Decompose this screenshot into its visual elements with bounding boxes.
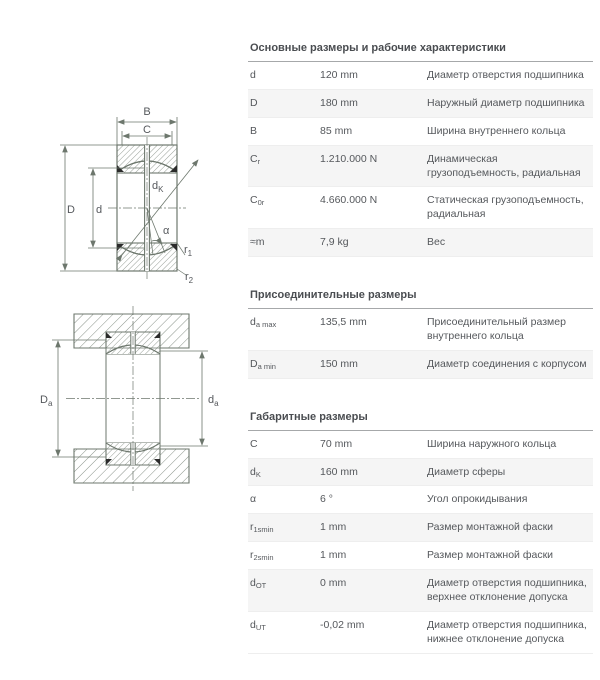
dim-label-D: D — [67, 204, 75, 216]
row-desc: Ширина наружного кольца — [427, 437, 557, 450]
row-symbol-base: D — [250, 96, 258, 109]
dim-label-d: d — [95, 204, 103, 216]
spec-section — [248, 405, 593, 654]
spec-row — [248, 514, 593, 542]
row-symbol — [250, 236, 320, 250]
spec-row — [248, 486, 593, 514]
row-symbol-base: d — [250, 577, 256, 590]
section-title: Присоединительные размеры — [248, 283, 593, 309]
row-value: 180 mm — [320, 96, 358, 109]
row-symbol — [250, 466, 320, 480]
row-symbol-base: d — [250, 69, 256, 81]
row-symbol — [250, 438, 320, 452]
spec-row — [248, 459, 593, 487]
spec-row — [248, 146, 593, 188]
row-symbol-base: α — [250, 493, 257, 506]
row-symbol-base: B — [250, 124, 258, 137]
row-value: 70 mm — [320, 437, 353, 450]
bearing-mounted-drawing — [22, 296, 227, 501]
row-value: 135,5 mm — [320, 316, 367, 328]
spec-row — [248, 351, 593, 379]
row-value: 1 mm — [320, 521, 347, 534]
row-desc: Диаметр отверстия подшипника, верхнее отклонение допуска — [427, 577, 587, 603]
row-symbol-base: C — [250, 194, 258, 207]
row-symbol-base: d — [250, 465, 256, 478]
section-rows — [248, 431, 593, 654]
row-symbol-sub: K — [255, 469, 261, 479]
dim-label-B: B — [143, 106, 151, 118]
dim-label-alpha: α — [163, 225, 170, 237]
row-symbol — [250, 97, 320, 111]
row-value: 160 mm — [320, 465, 358, 478]
dim-label-r1: $r_1$ — [184, 244, 193, 258]
row-symbol — [250, 549, 320, 563]
row-desc: Диаметр отверстия подшипника — [427, 69, 584, 81]
row-value: 120 mm — [320, 69, 358, 81]
bearing-cross-section-drawing — [52, 103, 217, 295]
row-desc: Диаметр отверстия подшипника, нижнее отклонение допуска — [427, 618, 587, 645]
row-value: 0 mm — [320, 577, 347, 590]
row-symbol-base: r — [250, 549, 254, 562]
row-symbol — [250, 619, 320, 647]
row-symbol — [250, 521, 320, 535]
section-title: Габаритные размеры — [248, 405, 593, 431]
row-value: 7,9 kg — [320, 236, 349, 249]
row-desc: Размер монтажной фаски — [427, 521, 554, 534]
row-value: 6 ° — [320, 493, 333, 506]
row-desc: Размер монтажной фаски — [427, 549, 554, 562]
row-desc: Наружный диаметр подшипника — [427, 96, 585, 109]
row-symbol-sub: 0r — [257, 198, 265, 208]
section-rows — [248, 309, 593, 379]
row-symbol-sub: a min — [257, 361, 276, 371]
spec-section — [248, 36, 593, 257]
spec-row — [248, 570, 593, 612]
spec-row — [248, 118, 593, 146]
section-rows — [248, 62, 593, 257]
row-value: -0,02 mm — [320, 618, 365, 631]
row-desc: Статическая грузоподъемность, радиальная — [427, 194, 584, 221]
row-symbol-base: ≈m — [250, 236, 265, 249]
row-symbol — [250, 493, 320, 507]
dim-label-C: C — [143, 124, 151, 136]
spec-panel — [248, 36, 593, 680]
row-symbol — [250, 125, 320, 139]
dim-label-dK: $d_K$ — [152, 180, 164, 194]
row-symbol — [250, 358, 320, 372]
row-value: 1 mm — [320, 549, 347, 562]
row-value: 4.660.000 N — [320, 194, 378, 207]
spec-row — [248, 542, 593, 570]
row-desc: Диаметр сферы — [427, 465, 506, 478]
row-desc: Динамическая грузоподъемность, радиальная — [427, 152, 581, 179]
spec-row — [248, 431, 593, 459]
spec-row — [248, 229, 593, 257]
row-symbol-sub: UT — [255, 622, 266, 632]
row-symbol-base: d — [250, 618, 256, 631]
row-symbol — [250, 194, 320, 222]
spec-row — [248, 309, 593, 351]
row-value: 85 mm — [320, 124, 353, 137]
row-desc: Вес — [427, 236, 446, 249]
row-value: 150 mm — [320, 357, 358, 370]
row-desc: Ширина внутреннего кольца — [427, 124, 566, 137]
row-symbol — [250, 316, 320, 344]
row-symbol-sub: a max — [255, 320, 277, 329]
spec-row — [248, 187, 593, 229]
row-desc: Присоединительный размер внутреннего кольца — [427, 316, 566, 342]
spec-row — [248, 90, 593, 118]
row-symbol — [250, 153, 320, 181]
row-symbol-sub: 1smin — [253, 525, 274, 535]
row-symbol-base: C — [250, 152, 258, 165]
row-symbol-base: D — [250, 357, 258, 370]
row-desc: Диаметр соединения с корпусом — [427, 357, 587, 370]
row-value: 1.210.000 N — [320, 152, 378, 165]
row-symbol-sub: OT — [255, 581, 267, 591]
row-symbol-sub: 2smin — [253, 553, 274, 563]
spec-row — [248, 612, 593, 654]
row-symbol — [250, 69, 320, 83]
spec-row — [248, 62, 593, 90]
dim-label-Da: $D_a$ — [40, 394, 53, 408]
row-symbol-base: C — [250, 437, 258, 450]
dim-label-da: $d_a$ — [208, 394, 219, 408]
spec-section — [248, 283, 593, 379]
row-desc: Угол опрокидывания — [427, 493, 528, 506]
dim-label-r2: $r_2$ — [185, 271, 194, 285]
row-symbol-base: d — [250, 316, 256, 328]
section-title: Основные размеры и рабочие характеристики — [248, 36, 593, 62]
row-symbol-sub: r — [257, 156, 261, 166]
row-symbol — [250, 577, 320, 605]
row-symbol-base: r — [250, 521, 254, 534]
